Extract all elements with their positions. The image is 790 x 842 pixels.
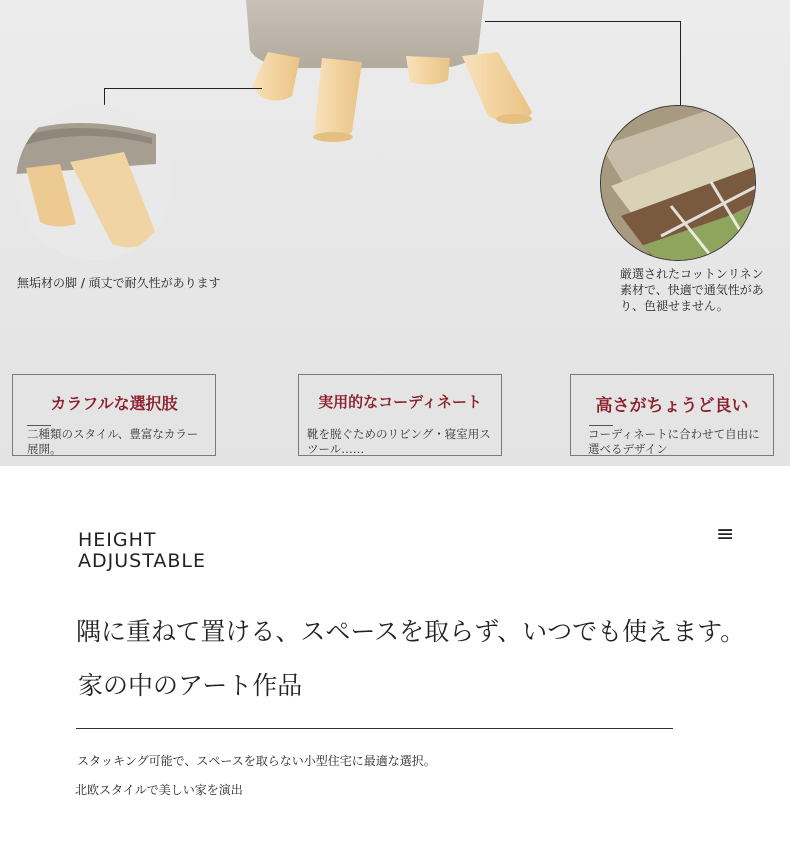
feature-desc: 靴を脱ぐためのリビング・寝室用スツール…… [307, 427, 491, 456]
feature-card-practical [298, 374, 502, 456]
feature-card-colorful [12, 374, 216, 456]
feature-desc: 二種類のスタイル、豊富なカラー展開。 [27, 427, 199, 456]
feature-desc: コーディネートに合わせて自由に選べるデザイン [588, 427, 760, 456]
body-text: 北欧スタイルで美しい家を演出 [75, 783, 243, 797]
stool-leg [462, 52, 532, 122]
leader-line [680, 21, 681, 105]
leader-line [104, 88, 105, 106]
headline: 隅に重ねて置ける、スペースを取らず、いつでも使えます。 [76, 617, 746, 646]
wood-leg-detail-image [16, 104, 172, 260]
fabric-detail-image [600, 105, 756, 261]
feature-card-height [570, 374, 774, 456]
fabric-caption: 厳選されたコットンリネン素材で、快適で通気性があり、色褪せません。 [620, 267, 764, 313]
subheadline: 家の中のアート作品 [78, 671, 303, 700]
menu-icon[interactable]: ≡ [716, 522, 735, 547]
feature-title: カラフルな選択肢 [50, 394, 178, 413]
leader-line [104, 88, 262, 89]
stool-leg [406, 56, 450, 85]
wood-caption: 無垢材の脚 / 頑丈で耐久性があります [17, 276, 221, 290]
stool-leg [314, 58, 362, 139]
stool-leg [252, 52, 300, 101]
feature-title: 高さがちょうど良い [595, 396, 749, 416]
leader-line [485, 21, 681, 22]
feature-title: 実用的なコーディネート [318, 393, 482, 411]
section-title: HEIGHT ADJUSTABLE [78, 529, 206, 572]
divider [76, 728, 673, 729]
divider [27, 425, 51, 426]
body-text: スタッキング可能で、スペースを取らない小型住宅に最適な選択。 [77, 754, 436, 768]
divider [589, 425, 613, 426]
